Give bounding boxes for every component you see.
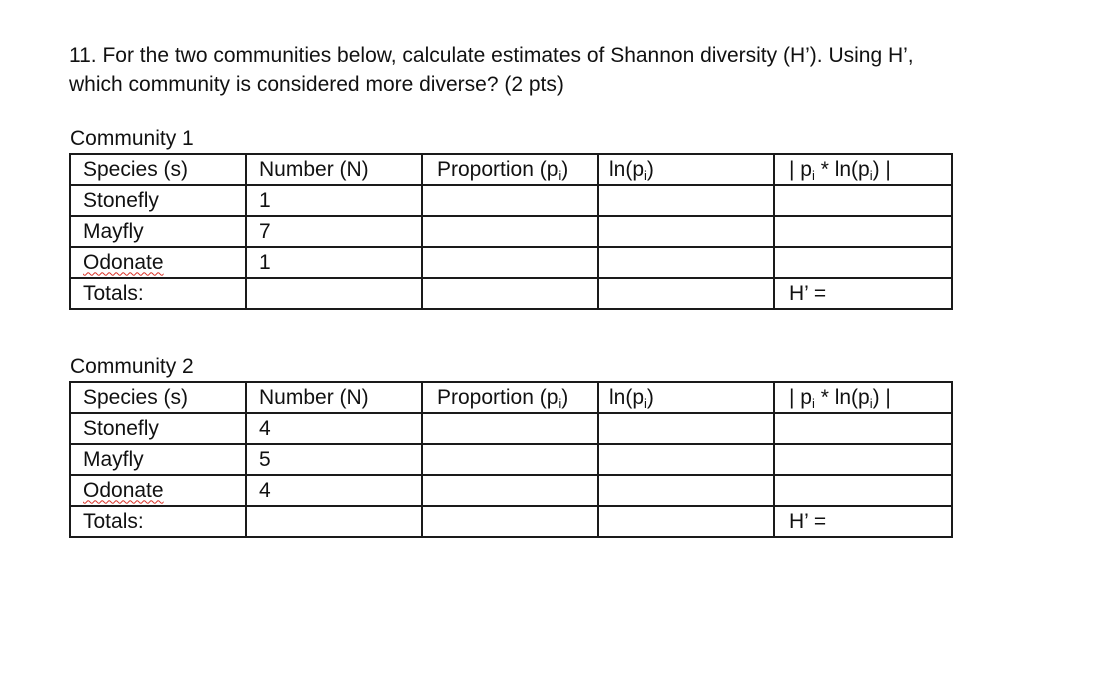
totals-number-cell[interactable]: [246, 506, 422, 537]
header-ln-close: ): [646, 157, 654, 181]
header-product-sub: i: [811, 395, 815, 411]
product-cell[interactable]: [774, 444, 952, 475]
number-cell: 4: [246, 413, 422, 444]
ln-cell[interactable]: [598, 185, 774, 216]
species-cell: [70, 247, 246, 278]
totals-ln-cell[interactable]: [598, 506, 774, 537]
table-row: [70, 444, 952, 475]
question-text: [69, 41, 1069, 99]
h-prime-cell[interactable]: H’ =: [774, 506, 952, 537]
totals-proportion-cell[interactable]: [422, 278, 598, 309]
ln-cell[interactable]: [598, 475, 774, 506]
header-product: [774, 154, 952, 185]
header-ln-close: ): [646, 385, 654, 409]
species-cell: [70, 475, 246, 506]
product-cell[interactable]: [774, 216, 952, 247]
number-cell: 5: [246, 444, 422, 475]
header-product-sub2: i: [869, 167, 873, 183]
species-text-misspelled: Odonate: [83, 478, 164, 502]
header-proportion-close: ): [561, 385, 569, 409]
header-product-mid: * ln(p: [814, 385, 870, 409]
ln-cell[interactable]: [598, 216, 774, 247]
species-cell: Stonefly: [70, 185, 246, 216]
header-ln-text: ln(p: [609, 157, 645, 181]
product-cell[interactable]: [774, 413, 952, 444]
header-ln-sub: i: [644, 395, 647, 411]
proportion-cell[interactable]: [422, 216, 598, 247]
proportion-cell[interactable]: [422, 444, 598, 475]
header-product-open: | p: [789, 157, 812, 181]
totals-row: [70, 506, 952, 537]
proportion-cell[interactable]: [422, 185, 598, 216]
header-product-open: | p: [789, 385, 812, 409]
h-prime-cell[interactable]: H’ =: [774, 278, 952, 309]
ln-cell[interactable]: [598, 413, 774, 444]
header-product-close: ) |: [872, 385, 891, 409]
totals-label: Totals:: [70, 506, 246, 537]
totals-proportion-cell[interactable]: [422, 506, 598, 537]
header-number: Number (N): [246, 382, 422, 413]
header-proportion: [422, 382, 598, 413]
table-row: [70, 413, 952, 444]
proportion-cell[interactable]: [422, 475, 598, 506]
header-ln-text: ln(p: [609, 385, 645, 409]
header-species: Species (s): [70, 382, 246, 413]
table-row: [70, 216, 952, 247]
header-ln: [598, 382, 774, 413]
proportion-cell[interactable]: [422, 413, 598, 444]
question-line-2: which community is considered more diverse? (2 pts): [69, 73, 564, 96]
header-ln: [598, 154, 774, 185]
header-species: Species (s): [70, 154, 246, 185]
header-product-sub: i: [811, 167, 815, 183]
table-row: [70, 475, 952, 506]
totals-row: [70, 278, 952, 309]
header-proportion-sub: i: [558, 395, 562, 411]
header-proportion: [422, 154, 598, 185]
table-row: [70, 247, 952, 278]
question-line-1: 11. For the two communities below, calculate estimates of Shannon diversity (H’). Using H’,: [69, 44, 914, 67]
species-cell: Stonefly: [70, 413, 246, 444]
ln-cell[interactable]: [598, 444, 774, 475]
number-cell: 1: [246, 247, 422, 278]
product-cell[interactable]: [774, 247, 952, 278]
table-row: [70, 185, 952, 216]
header-proportion-close: ): [561, 157, 569, 181]
totals-ln-cell[interactable]: [598, 278, 774, 309]
header-proportion-text: Proportion (p: [437, 157, 559, 181]
number-cell: 1: [246, 185, 422, 216]
community-2-table: [69, 381, 953, 538]
header-proportion-sub: i: [558, 167, 562, 183]
species-cell: Mayfly: [70, 444, 246, 475]
product-cell[interactable]: [774, 185, 952, 216]
community-1-title: Community 1: [70, 127, 194, 150]
header-row: [70, 154, 952, 185]
number-cell: 7: [246, 216, 422, 247]
header-product-sub2: i: [869, 395, 873, 411]
header-ln-sub: i: [644, 167, 647, 183]
community-2-title: Community 2: [70, 355, 194, 378]
ln-cell[interactable]: [598, 247, 774, 278]
totals-number-cell[interactable]: [246, 278, 422, 309]
header-row: [70, 382, 952, 413]
header-product-mid: * ln(p: [814, 157, 870, 181]
species-cell: Mayfly: [70, 216, 246, 247]
header-number: Number (N): [246, 154, 422, 185]
number-cell: 4: [246, 475, 422, 506]
proportion-cell[interactable]: [422, 247, 598, 278]
species-text-misspelled: Odonate: [83, 250, 164, 274]
community-1-table: [69, 153, 953, 310]
product-cell[interactable]: [774, 475, 952, 506]
totals-label: Totals:: [70, 278, 246, 309]
header-proportion-text: Proportion (p: [437, 385, 559, 409]
header-product-close: ) |: [872, 157, 891, 181]
header-product: [774, 382, 952, 413]
